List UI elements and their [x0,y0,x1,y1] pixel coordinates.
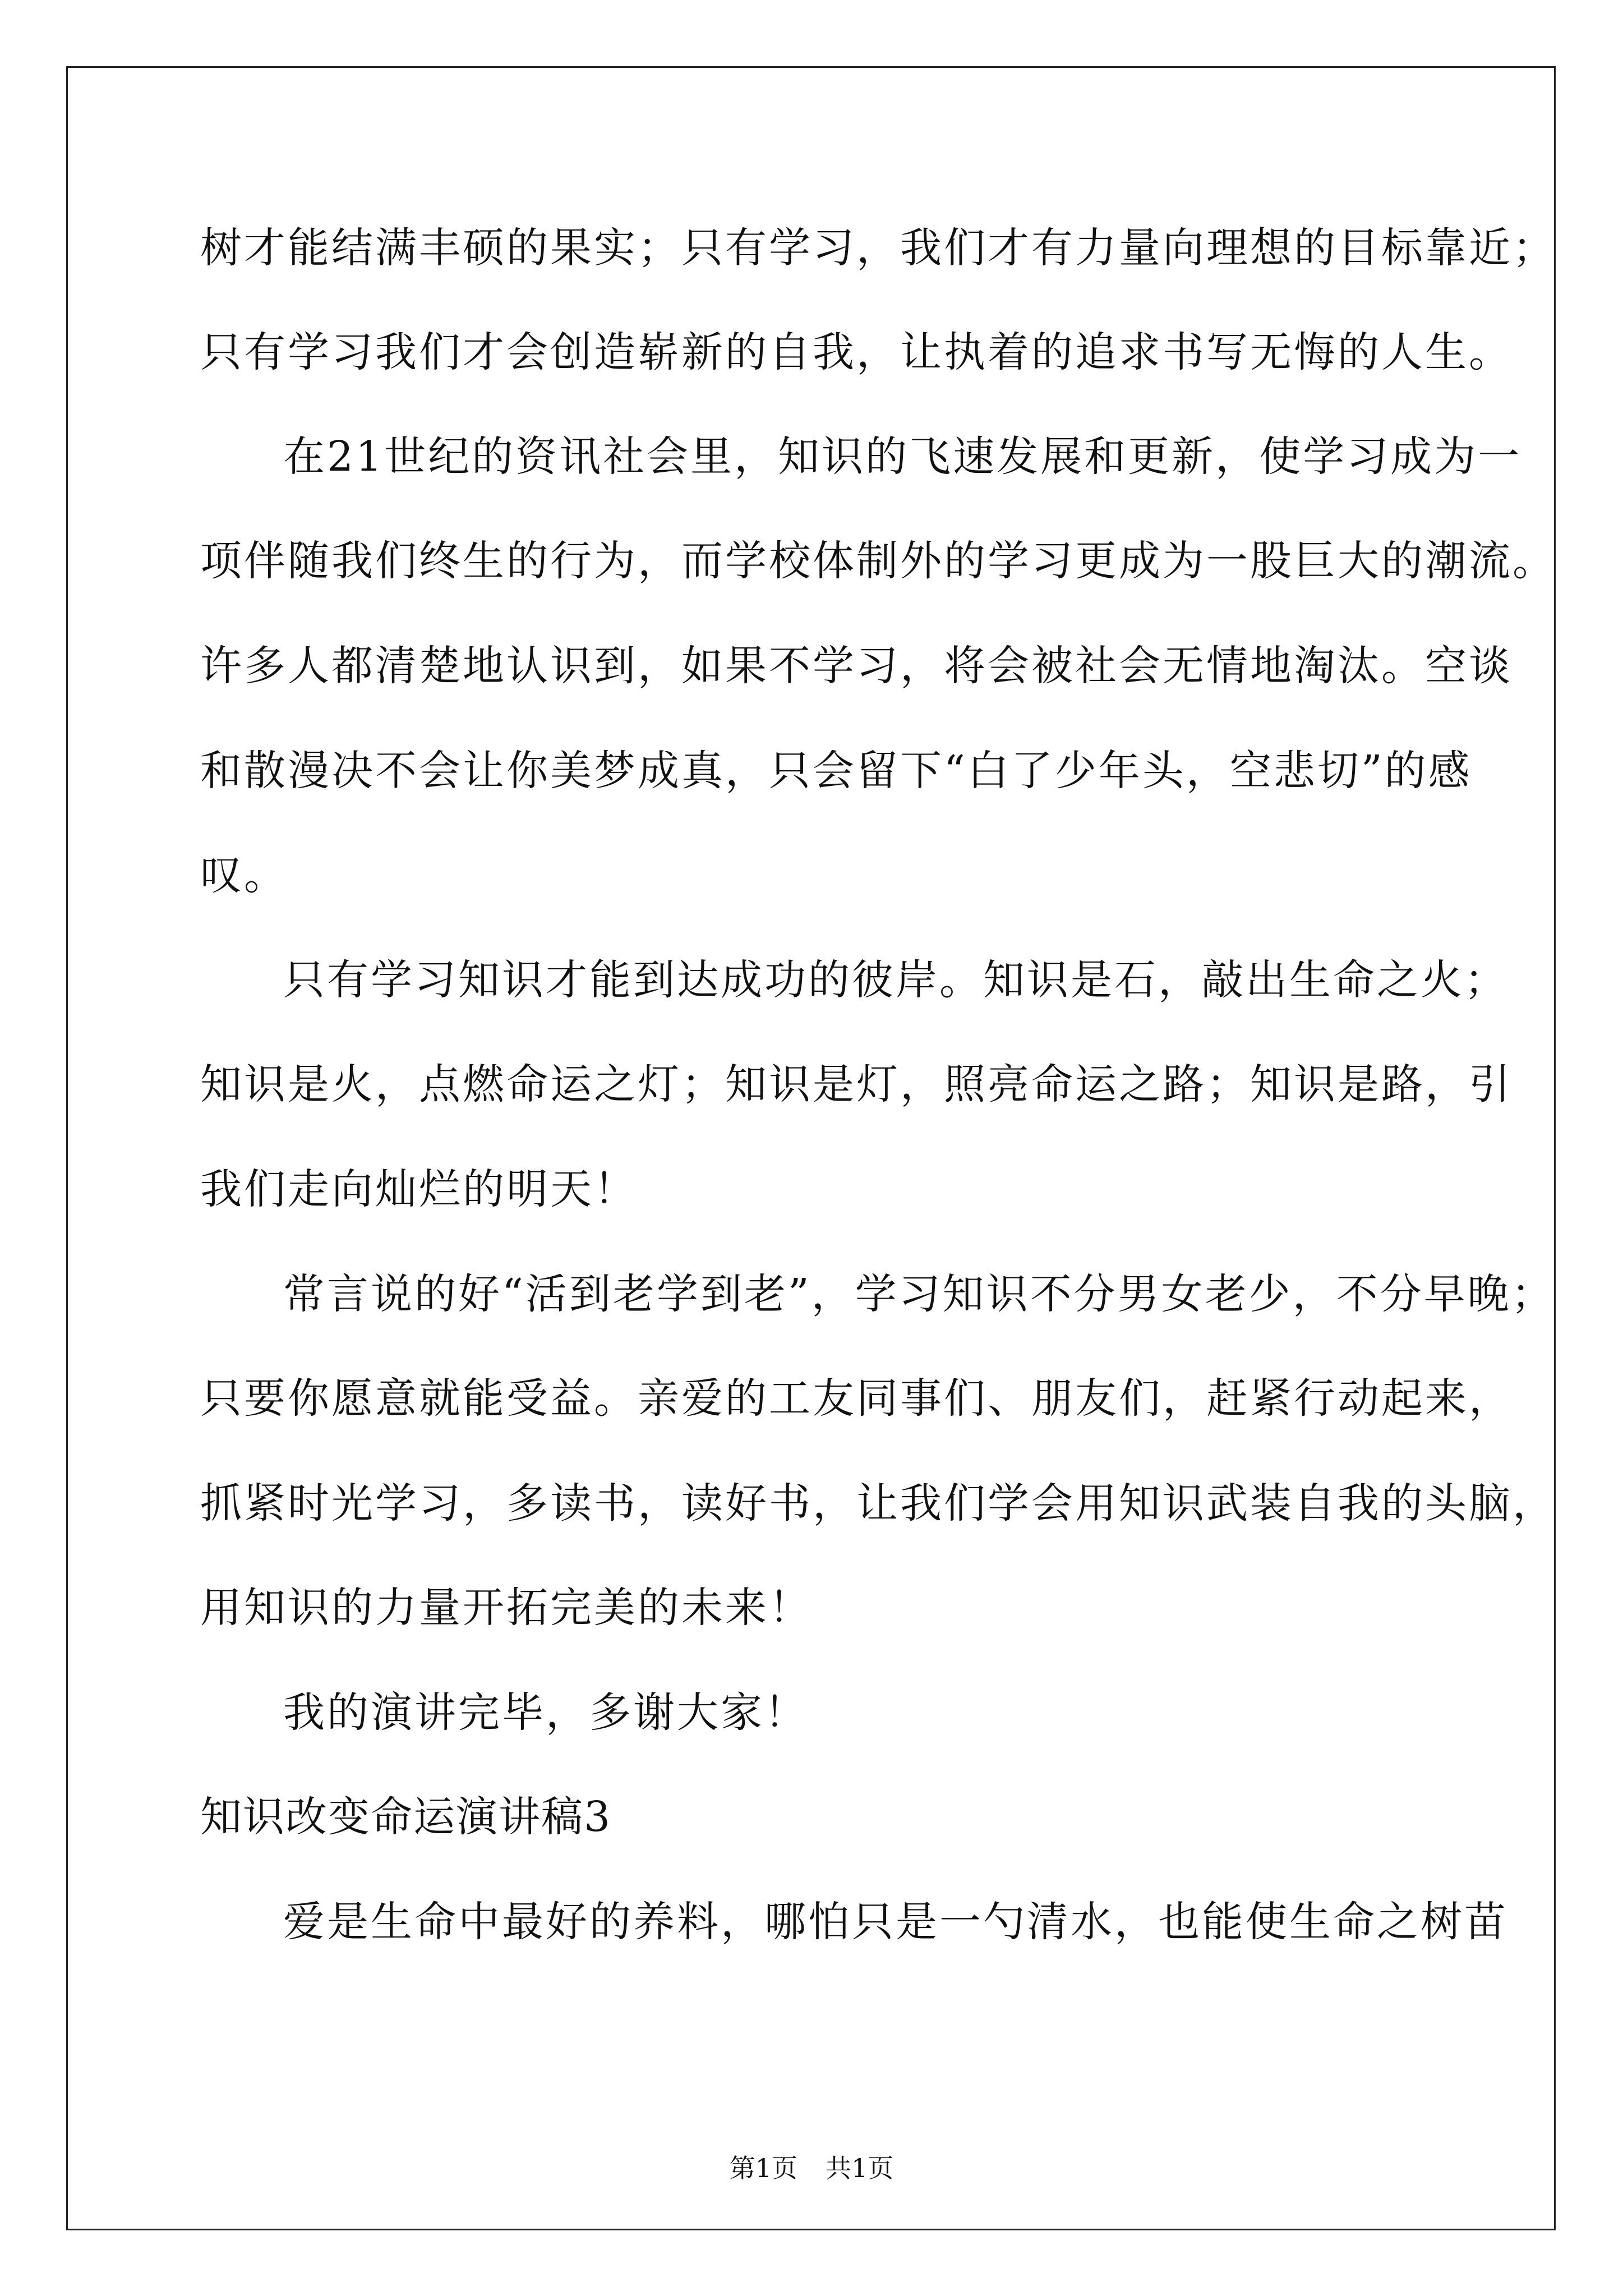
text-line: 只要你愿意就能受益。亲爱的工友同事们、朋友们，赶紧行动起来， [200,1374,1513,1423]
page-footer [0,2151,1623,2185]
text-line: 知识是火，点燃命运之灯；知识是灯，照亮命运之路；知识是路，引 [200,1060,1513,1108]
page-total: 共1页 [826,2153,894,2183]
text-line: 只有学习我们才会创造崭新的自我，让执着的追求书写无悔的人生。 [200,328,1513,376]
text-line: 我们走向灿烂的明天！ [200,1165,638,1213]
text-line: 和散漫决不会让你美梦成真，只会留下“白了少年头，空悲切”的感 [200,747,1472,795]
text-line: 项伴随我们终生的行为，而学校体制外的学习更成为一股巨大的潮流。 [200,537,1556,585]
page-number: 第1页 [729,2153,797,2183]
text-line: 叹。 [200,851,288,899]
paragraph-start-line: 只有学习知识才能到达成功的彼岸。知识是石，敲出生命之火； [283,956,1508,1004]
section-heading: 知识改变命运演讲稿3 [200,1793,612,1841]
text-line: 用知识的力量开拓完美的未来！ [200,1584,813,1632]
text-line: 树才能结满丰硕的果实；只有学习，我们才有力量向理想的目标靠近； [200,224,1556,272]
paragraph-start-line: 爱是生命中最好的养料，哪怕只是一勺清水，也能使生命之树苗 [283,1898,1508,1946]
paragraph-start-line: 在21世纪的资讯社会里，知识的飞速发展和更新，使学习成为一 [283,432,1522,481]
text-line: 许多人都清楚地认识到，如果不学习，将会被社会无情地淘汰。空谈 [200,642,1513,690]
paragraph-start-line: 我的演讲完毕，多谢大家！ [283,1688,808,1737]
text-line: 抓紧时光学习，多读书，读好书，让我们学会用知识武装自我的头脑， [200,1479,1556,1527]
paragraph-start-line: 常言说的好“活到老学到老”，学习知识不分男女老少，不分早晚； [283,1270,1555,1318]
